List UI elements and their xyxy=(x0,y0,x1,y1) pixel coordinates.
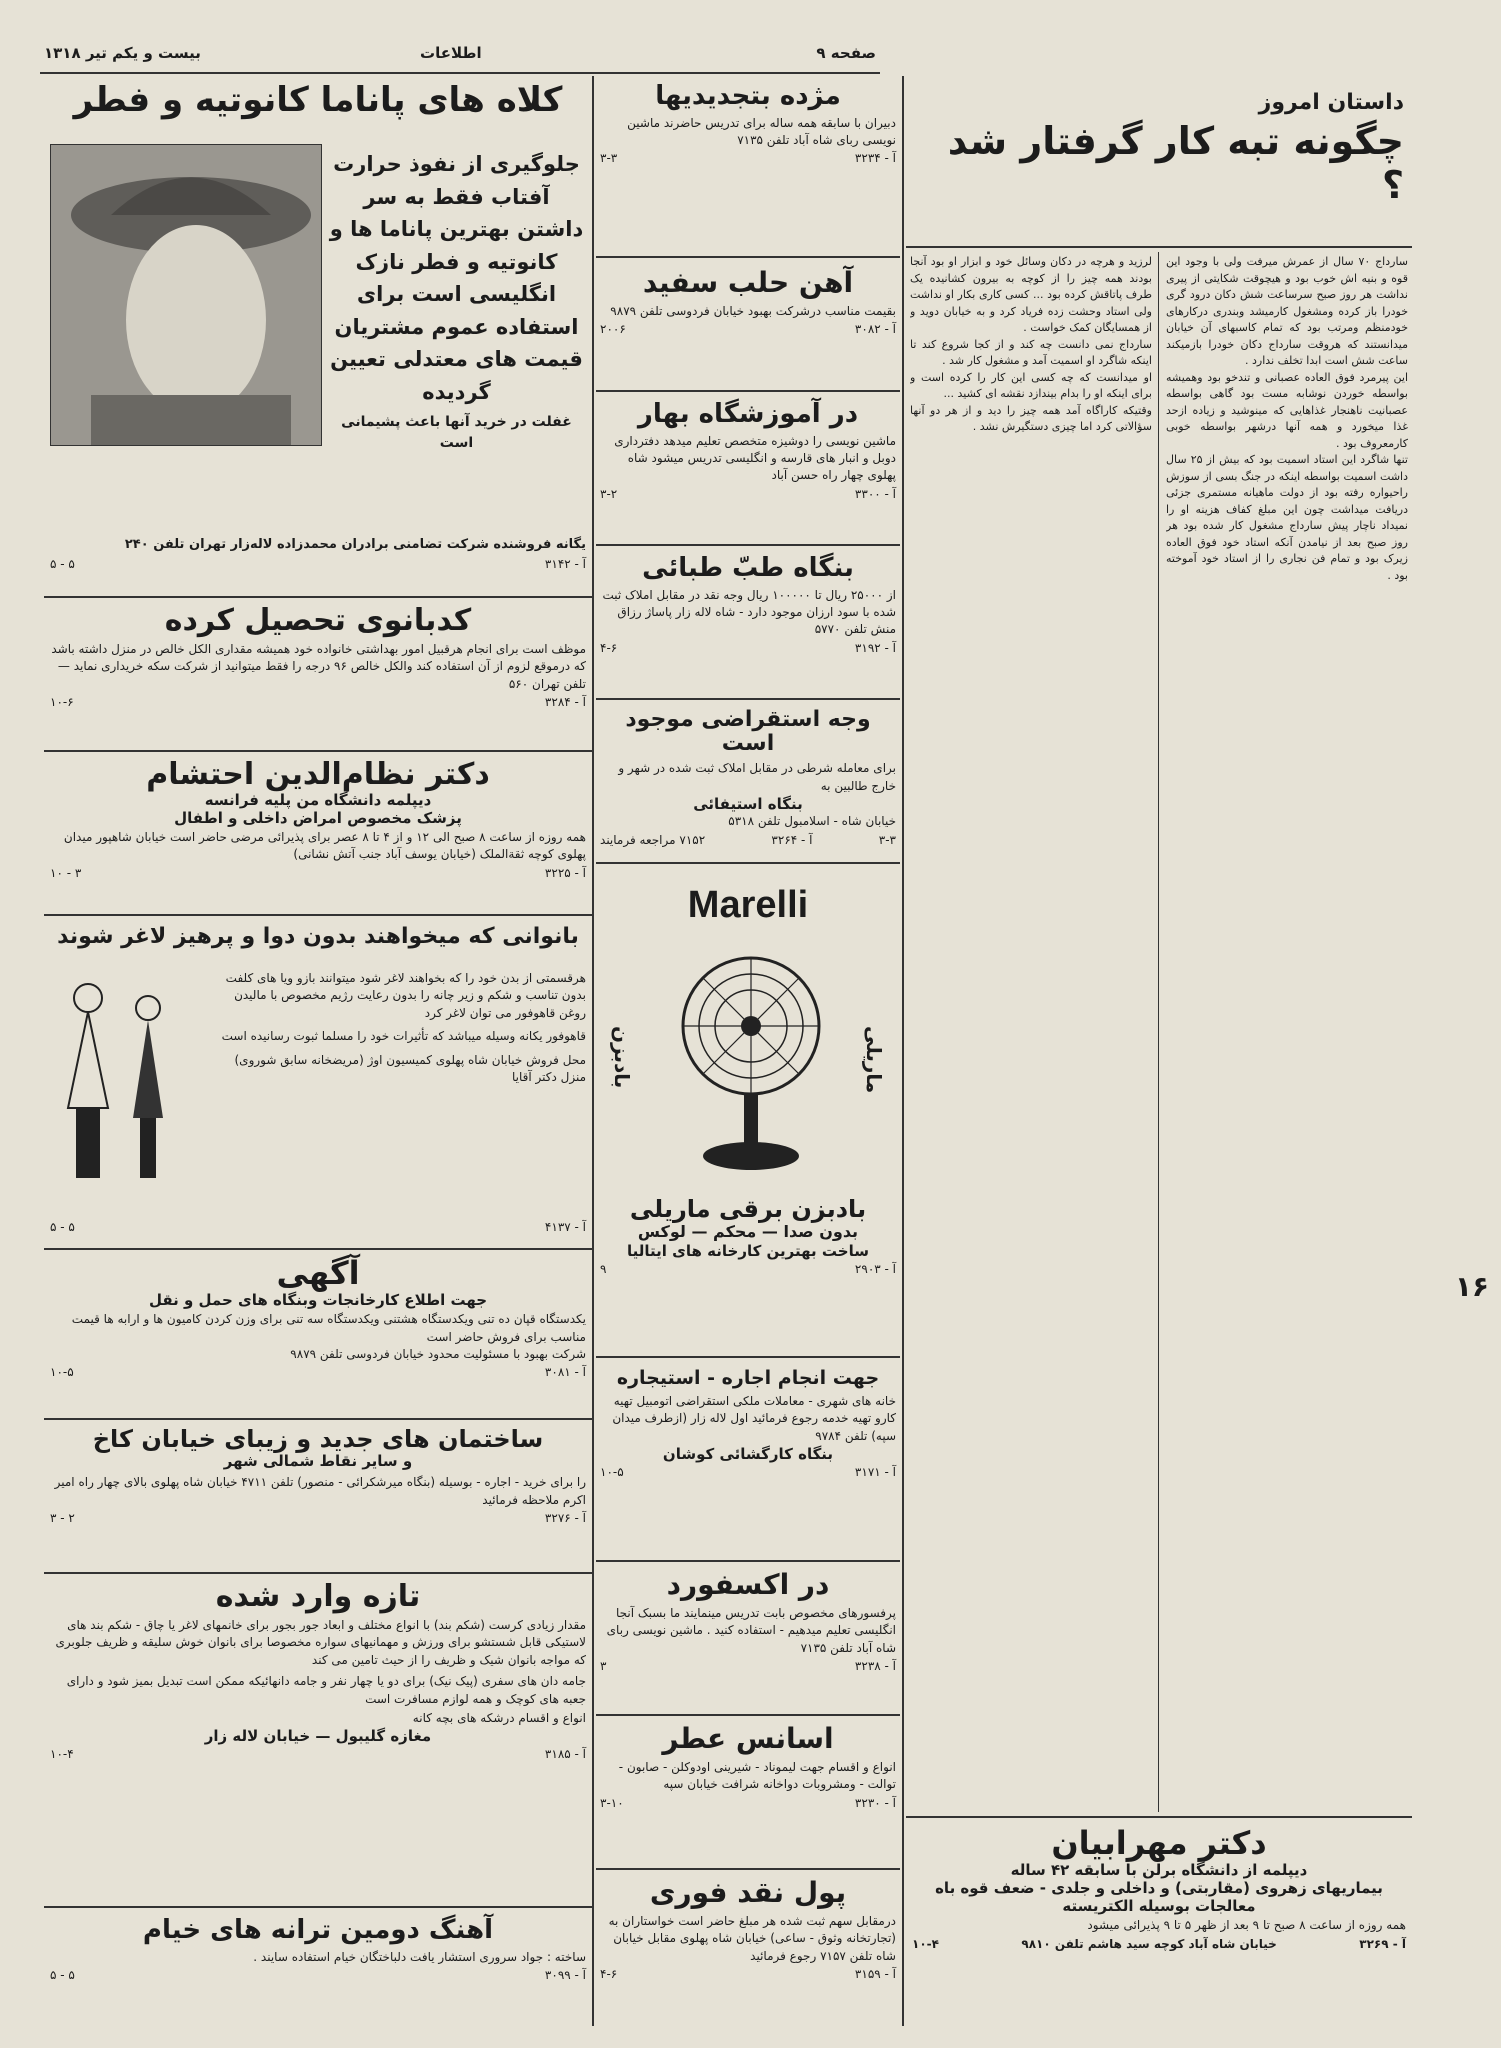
housewife-ad-issue: ۱۰-۶ xyxy=(50,695,74,710)
notice-ad xyxy=(44,1252,592,1420)
marelli-title: بادبزن برقی ماریلی xyxy=(629,1195,867,1223)
slimming-ad-title: بانوانی که میخواهند بدون دوا و پرهیز لاغر شوند xyxy=(57,924,579,949)
newly-arrived-body2: جامه دان های سفری (پیک نیک) برای دو یا چهار نفر و جامه دانهائیکه ممکن است تبدیل بمیز شود و دارای جعبه های کوچک و همه لوازم مسافرت است xyxy=(66,1674,586,1706)
marelli-side-label-left: بادبزن xyxy=(610,1026,634,1089)
story-title: چگونه تبه کار گرفتار شد ؟ xyxy=(947,119,1404,207)
doctor-ehtesham-issue: ۳ - ۱۰ xyxy=(50,865,82,880)
housewife-ad-title: کدبانوی تحصیل کرده xyxy=(164,603,472,638)
doctor-mehrabian-hours: همه روزه از ساعت ۸ صبح تا ۹ بعد از ظهر ۵ تا ۹ پذیرائی میشود xyxy=(1087,1918,1406,1933)
notice-ad-code: آ - ۳۰۸۱ xyxy=(544,1365,586,1380)
notice-ad-title: آگهی xyxy=(276,1254,360,1292)
slimming-ad-illustration xyxy=(48,968,178,1198)
marelli-code: آ - ۲۹۰۳ xyxy=(854,1261,896,1276)
bahar-school-body: ماشین نویسی را دوشیزه متخصص تعلیم میدهد دفترداری دوبل و انبار های قارسه و انگلیسی تدریس میشود شاه پهلوی چهار راه حسن آباد xyxy=(614,433,896,483)
column-divider-right xyxy=(902,76,904,2026)
hats-ad-title: کلاه های پاناما کانوتیه و فطر xyxy=(73,80,563,120)
rental-agency: بنگاه کارگشائی کوشان xyxy=(662,1445,834,1464)
tabatabai-office-code: آ - ۳۱۹۲ xyxy=(854,640,896,655)
newly-arrived-shop: مغازه گلیبول — خیابان لاله زار xyxy=(204,1727,432,1746)
housewife-ad-body: موظف است برای انجام هرقبیل امور بهداشتی خانواده خود همیشه مقداری الکل خالص در منزل داشته باشد که درموقع لزوم از آن استفاده کند والکل خالص ۹۶ درجه را فقط میتوانید از شرکت سکه خریداری نماید — تلفن تهران ۵۶۰ xyxy=(51,642,586,691)
rental-issue: ۱۰-۵ xyxy=(600,1465,624,1480)
doctor-ehtesham-title: دکتر نظام‌الدین احتشام xyxy=(146,757,490,792)
hats-ad-code: آ - ۳۱۴۲ xyxy=(544,556,586,571)
hats-ad-seller: یگانه فروشنده شرکت تضامنی برادران محمدزاده لاله‌زار تهران تلفن ۲۴۰ xyxy=(124,537,586,552)
slimming-ad xyxy=(44,918,592,1250)
instant-cash-body: درمقابل سهم ثبت شده هر مبلغ حاضر است خواستاران به (تجارتخانه وثوق - ساعی) خیابان شاه پهلوی مقابل خیابان شاه تلفن ۷۱۵۷ رجوع فرمائید xyxy=(608,1913,896,1963)
renewal-code: آ - ۳۲۳۴ xyxy=(854,151,896,166)
perfume-essence-ad xyxy=(596,1718,900,1870)
loan-ad xyxy=(596,702,900,864)
newly-arrived-title: تازه وارد شده xyxy=(215,1579,421,1614)
header-date: بیست و یکم تیر ۱۳۱۸ xyxy=(44,44,201,62)
hats-ad-footer xyxy=(50,536,586,571)
khayyam-song-issue: ۵ - ۵ xyxy=(50,1967,75,1982)
instant-cash-title: پول نقد فوری xyxy=(649,1876,847,1909)
tin-sheet-body: بقیمت مناسب درشرکت بهبود خیابان فردوسی تلفن ۹۸۷۹ xyxy=(610,303,896,318)
loan-issue: ۳-۳ xyxy=(878,832,896,847)
perfume-essence-body: انواع و اقسام جهت لیموناد - شیرینی اودوکلن - صابون - توالت - ومشروبات دواخانه شرافت خیابان سپه xyxy=(618,1759,896,1792)
left-ad-column xyxy=(44,76,592,2026)
newly-arrived-issue: ۱۰-۴ xyxy=(50,1747,74,1762)
marelli-side-label-right: ماریلی xyxy=(862,1026,886,1094)
kakh-buildings-ad xyxy=(44,1422,592,1574)
rental-code: آ - ۳۱۷۱ xyxy=(854,1465,896,1480)
loan-agency: بنگاه استیفائی xyxy=(693,795,803,814)
doctor-mehrabian-sub: دیپلمه از دانشگاه برلن با سابقه ۴۲ ساله xyxy=(1010,1861,1308,1880)
perfume-essence-issue: ۳-۱۰ xyxy=(600,1795,624,1810)
tin-sheet-title: آهن حلب سفید xyxy=(642,266,854,299)
doctor-ehtesham-ad xyxy=(44,754,592,916)
kakh-buildings-body: را برای خرید - اجاره - بوسیله (بنگاه میرشکرائی - منصور) تلفن ۴۷۱۱ خیابان شاه پهلوی بالای چهار راه امیر اکرم ملاحظه فرمائید xyxy=(54,1475,586,1507)
doctor-ehtesham-code: آ - ۳۲۲۵ xyxy=(544,865,586,880)
oxford-title: در اکسفورد xyxy=(666,1568,830,1601)
slimming-ad-code: آ - ۴۱۳۷ xyxy=(544,1220,586,1234)
renewal-issue: ۳-۳ xyxy=(600,151,618,166)
loan-address: خیابان شاه - اسلامبول تلفن ۵۳۱۸ xyxy=(728,814,896,829)
tabatabai-office-body: از ۲۵۰۰۰ ریال تا ۱۰۰۰۰۰ ریال وجه نقد در مقابل املاک ثبت شده با سود ارزان موجود دارد - شاه لاله زار پاساژ رزاق منش تلفن ۵۷۷۰ xyxy=(602,587,896,637)
marelli-brand: Marelli xyxy=(687,884,809,926)
slimming-ad-body2: قاهوفور یکانه وسیله میباشد که تأثیرات خود را مسلما ثبوت رسانیده است xyxy=(221,1029,586,1044)
marelli-line1: بدون صدا — محکم — لوکس xyxy=(637,1222,859,1242)
marelli-issue: ۹ xyxy=(600,1261,607,1276)
doctor-mehrabian-title: دکتر مهرابیان xyxy=(1051,1824,1267,1862)
marelli-text xyxy=(596,1196,900,1276)
doctor-mehrabian-address: خیابان شاه آباد کوچه سید هاشم تلفن ۹۸۱۰ xyxy=(1021,1936,1277,1951)
khayyam-song-ad xyxy=(44,1910,592,2020)
newly-arrived-body3: انواع و اقسام درشکه های بچه کانه xyxy=(412,1710,586,1725)
kakh-buildings-code: آ - ۳۲۷۶ xyxy=(544,1511,586,1526)
rental-body: خانه های شهری - معاملات ملکی استقراضی اتومبیل تهیه کارو تهیه خدمه رجوع فرمائید اول لاله زار (ازطرف میدان سپه) تلفن ۹۷۸۴ xyxy=(612,1393,896,1443)
doctor-ehtesham-spec: پزشک مخصوص امراض داخلی و اطفال xyxy=(174,809,462,827)
notice-ad-body: یکدستگاه قپان ده تنی ویکدستگاه هشتنی ویکدستگاه سه تنی برای وزن کردن کامیون ها و ارابه ها قیمت مناسب برای فروش حاضر است xyxy=(71,1312,586,1344)
header-paper-name: اطلاعات xyxy=(420,44,482,62)
story-column xyxy=(906,76,1412,2026)
rental-title: جهت انجام اجاره - استیجاره xyxy=(616,1367,880,1389)
oxford-issue: ۳ xyxy=(600,1658,607,1673)
perfume-essence-title: اسانس عطر xyxy=(662,1722,834,1755)
story-text-col1: سارداج ۷۰ سال از عمرش میرفت ولی با وجود این قوه و بنیه اش خوب بود و هیچوقت شکایتی از پیری نداشت هر روز صبح سرساعت شش دکان درود گری خودرا باز کرده ومشغول کارمیشد وبندری درکارهای خودمنظم ومرتب بود که تمام کاسبهای آن خیابان میدانستند که هروقت سارداج دکان خودرا بازمیکند ساعت شش است ابدا تخلف ندارد . این پیرمرد فوق العاده عصبانی و تندخو بود وهمیشه بواسطه خوردن نوشابه مست بود گاهی بواسطه عصبانیت ناهنجار غذاهایی که مینوشید و زیاده ازحد غذا میخورد و همه آنها درشهر بواسطه خوبی کارمعروف بود . تنها شاگرد این استاد اسمیت بود که بیش از ۲۵ سال داشت اسمیت بواسطه اینکه در جنگ بسی از سوزش راحیواره رفته بود از دولت ماهیانه مستمری جزئی دریافت میداشت چون این مبلغ کفاف هزینه او را نمیداد ناچار پیش سارداج مشغول کار شده بود هر روز صبح بعد از نیامدن آنکه استاد خود فوق العاده زیرک بود و تمام فن نجاری را از استاد خود آموخته بود . xyxy=(1166,255,1408,582)
newly-arrived-ad xyxy=(44,1576,592,1908)
story-text-col2: لرزید و هرچه در دکان وسائل خود و ابزار او بود آنجا بودند همه چیز را از کوچه به بیرون کشانیده یک طرف پاتاقش کرده بود ... کسی کاری بکار او نداشت ولی استاد وحشت زده فریاد کرد و به خیابان دوید و از همسایگان کمک خواست . سارداج نمی دانست چه کند و از کجا شروع کند تا اینکه شاگرد او اسمیت آمد و مشغول کار شد . او میدانست که چه کسی این کار را کرده است و برای اینکه او را بدام بیندازد نقشه ای کشید ... وقتیکه کاراگاه آمد همه چیز را دید و از هر دو آنها سؤالاتی کرد اما چیزی دستگیرش نشد . xyxy=(910,255,1152,433)
loan-ref: ۷۱۵۲ مراجعه فرمایند xyxy=(600,832,706,847)
story-section-label: داستان امروز xyxy=(1258,90,1404,115)
housewife-ad xyxy=(44,600,592,752)
oxford-ad xyxy=(596,1564,900,1716)
renewal-title: مژده بتجدیدیها xyxy=(655,81,841,111)
rental-ad xyxy=(596,1360,900,1562)
slimming-ad-text xyxy=(206,970,586,1086)
kakh-buildings-title: ساختمان های جدید و زیبای خیابان کاخ xyxy=(92,1425,544,1453)
bahar-school-title: در آموزشگاه بهار xyxy=(637,399,859,429)
tabatabai-office-title: بنگاه طبّ طبائی xyxy=(642,553,854,583)
story-header xyxy=(906,76,1412,246)
margin-page-number: ۱۶ xyxy=(1454,1270,1489,1303)
doctor-mehrabian-spec2: معالجات بوسیله الکتریسته xyxy=(1062,1897,1256,1916)
bahar-school-issue: ۳-۲ xyxy=(600,486,618,501)
story-column-divider xyxy=(1158,252,1159,1812)
khayyam-song-title: آهنگ دومین ترانه های خیام xyxy=(142,1915,494,1945)
doctor-mehrabian-issue: ۱۰-۴ xyxy=(912,1936,939,1951)
tin-sheet-code: آ - ۳۰۸۲ xyxy=(854,322,896,337)
tin-sheet-ad xyxy=(596,260,900,392)
electric-fan-illustration xyxy=(666,946,836,1176)
notice-ad-sub: جهت اطلاع کارخانجات وبنگاه های حمل و نقل xyxy=(148,1291,488,1310)
loan-title: وجه استقراضی موجود است xyxy=(625,707,871,757)
marelli-line2: ساخت بهترین کارخانه های ایتالیا xyxy=(627,1241,869,1260)
bahar-school-ad xyxy=(596,394,900,546)
doctor-mehrabian-ad xyxy=(906,1816,1412,2024)
man-in-hat-photo xyxy=(50,144,322,446)
newspaper-page xyxy=(40,38,1408,2030)
doctor-ehtesham-body: همه روزه از ساعت ۸ صبح الی ۱۲ و از ۴ تا ۸ عصر برای پذیرائی مرضی حاضر است خیابان شاهپور میدان پهلوی کوچه ثقةالملک (خیابان یوسف آباد جنب آتش نشانی) xyxy=(63,830,586,862)
hats-ad-body: جلوگیری از نفوذ حرارت آفتاب فقط به سر داشتن بهترین پاناما ها و کانوتیه و فطر نازک انگلیسی است برای استفاده عموم مشتریان قیمت های معتدلی تعیین گردیده xyxy=(329,152,584,404)
hats-ad xyxy=(44,76,592,598)
notice-ad-issue: ۱۰-۵ xyxy=(50,1365,74,1380)
khayyam-song-code: آ - ۳۰۹۹ xyxy=(544,1967,586,1982)
slimming-ad-body3: محل فروش خیابان شاه پهلوی کمیسیون اوژ (مریضخانه سابق شوروی) منزل دکتر آقایا xyxy=(234,1052,586,1084)
tin-sheet-issue: ۲۰۰۶ xyxy=(600,322,626,337)
doctor-mehrabian-spec: بیماریهای زهروی (مقاربتی) و داخلی و جلدی - ضعف قوه باه xyxy=(935,1879,1383,1898)
bahar-school-code: آ - ۳۳۰۰ xyxy=(854,486,896,501)
slimming-ad-body: هرقسمتی از بدن خود را که بخواهند لاغر شود میتوانند بازو ویا های کلفت بدون تناسب و شکم و زیر چانه را بدون رعایت رژیم مخصوص با مالیدن روغن قاهوفور می توان لاغر کرد xyxy=(225,971,586,1020)
page-header xyxy=(40,38,880,74)
slimming-ad-issue: ۵ - ۵ xyxy=(50,1220,75,1234)
column-divider-left xyxy=(592,76,594,2026)
tabatabai-office-ad xyxy=(596,548,900,700)
newly-arrived-code: آ - ۳۱۸۵ xyxy=(544,1747,586,1762)
newly-arrived-body: مقدار زیادی کرست (شکم بند) با انواع مختلف و ابعاد جور بجور برای خانمهای لاغر یا چاق - شکم بند های لاستیکی قابل شستشو برای ورزش و مهمانیهای سواره مخصوصا برای بانوان خوش سلیقه و ظریف جلوبری که مواجه بانوان شیک و ظریف را از حیث تامین می کند xyxy=(55,1618,586,1667)
instant-cash-ad xyxy=(596,1872,900,2022)
renewal-body: دبیران با سابقه همه ساله برای تدریس حاضرند ماشین نویسی ربای شاه آباد تلفن ۷۱۳۵ xyxy=(627,115,896,147)
khayyam-song-body: ساخته : جواد سروری استشار یافت دلباختگان خیام استفاده سایند . xyxy=(253,1949,586,1964)
oxford-body: پرفسورهای مخصوص بابت تدریس مینمایند ما بسبک آنجا انگلیسی تعلیم میدهیم - استفاده کنید . ماشین نویسی ربای شاه آباد تلفن ۷۱۳۵ xyxy=(606,1605,896,1655)
instant-cash-issue: ۴-۶ xyxy=(600,1966,618,1981)
tabatabai-office-issue: ۴-۶ xyxy=(600,640,618,655)
hats-ad-note: غفلت در خرید آنها باعث پشیمانی است xyxy=(341,414,572,451)
housewife-ad-code: آ - ۳۲۸۴ xyxy=(544,695,586,710)
loan-code: آ - ۳۲۶۴ xyxy=(771,832,813,847)
loan-body: برای معامله شرطی در مقابل املاک ثبت شده در شهر و خارج طالبین به xyxy=(618,761,896,793)
instant-cash-code: آ - ۳۱۵۹ xyxy=(854,1966,896,1981)
hats-ad-issue: ۵ - ۵ xyxy=(50,556,75,571)
header-page-number: صفحه ۹ xyxy=(816,44,876,62)
kakh-buildings-sub: و سایر نقاط شمالی شهر xyxy=(223,1452,413,1471)
perfume-essence-code: آ - ۳۲۳۰ xyxy=(854,1795,896,1810)
middle-ad-column xyxy=(596,76,900,2026)
hats-ad-text xyxy=(329,148,584,453)
kakh-buildings-issue: ۲ - ۳ xyxy=(50,1511,75,1526)
marelli-fan-ad xyxy=(596,866,900,1358)
oxford-code: آ - ۳۲۳۸ xyxy=(854,1658,896,1673)
renewal-ad xyxy=(596,76,900,258)
doctor-ehtesham-sub: دیپلمه دانشگاه من پلیه فرانسه xyxy=(204,791,432,809)
notice-ad-address: شرکت بهبود با مسئولیت محدود خیابان فردوسی تلفن ۹۸۷۹ xyxy=(290,1346,586,1361)
story-title-rule xyxy=(906,246,1412,248)
doctor-mehrabian-code: آ - ۳۲۶۹ xyxy=(1359,1936,1406,1951)
